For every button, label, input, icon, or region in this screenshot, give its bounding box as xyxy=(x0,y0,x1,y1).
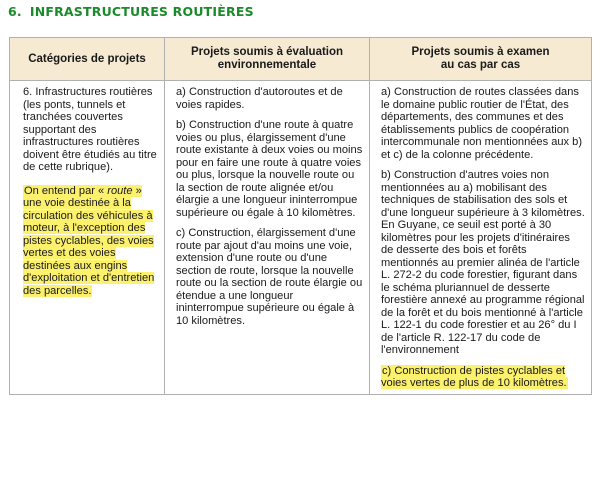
header-case-by-case: Projets soumis à examen au cas par cas xyxy=(370,38,592,81)
table-row xyxy=(10,81,592,395)
header-evaluation: Projets soumis à évaluation environnementale xyxy=(165,38,370,81)
route-definition: On entend par « route » une voie destinée à la circulation des véhicules à moteur, à l'exception des pistes cyclables, des voies vertes et des voies destinées aux engins d'exploitation et d'entretien des parcelles. xyxy=(23,184,155,297)
section-number: 6. xyxy=(8,4,22,19)
header-categories: Catégories de projets xyxy=(10,38,165,81)
case-item-c: c) Construction de pistes cyclables et voies vertes de plus de 10 kilomètres. xyxy=(381,364,567,389)
cell-evaluation xyxy=(165,81,370,395)
category-title: 6. Infrastructures routières xyxy=(23,86,153,98)
case-item-a: a) Construction de routes classées dans le domaine public routier de l'État, des départements, des communes et des établissements publics de coopération intercommunale non mentionnées aux b) et c) de la colonne précédente. xyxy=(381,86,583,161)
cell-case-by-case xyxy=(370,81,592,395)
case-item-b: b) Construction d'autres voies non mentionnées au a) mobilisant des techniques de stabilisation des sols et d'une longueur supérieure à 3 kilomètres. En Guyane, ce seuil est porté à 30 kilomètres pour les projets d'itinéraires de desserte des bois et forêts mentionnés au premier alinéa de l'article L. 272-2 du code forestier, figurant dans le schéma pluriannuel de desserte forestière annexé au programme régional de la forêt et du bois mentionné à l'article L. 122-1 du code forestier et au 26° du I de l'article R. 122-17 du code de l'environnement xyxy=(381,169,585,356)
evaluation-item-c: c) Construction, élargissement d'une route par ajout d'au moins une voie, extension d'une route ou d'une section de route, lorsque la nouvelle route ou la section de route élargie ou étendue a une longueur ininterrompue supérieure ou égale à 10 kilomètres. xyxy=(176,227,363,327)
table-header-row xyxy=(10,38,592,81)
projects-table xyxy=(9,37,592,395)
cell-categories xyxy=(10,81,165,395)
section-title-text: INFRASTRUCTURES ROUTIÈRES xyxy=(29,4,254,19)
evaluation-item-a: a) Construction d'autoroutes et de voies rapides. xyxy=(176,86,343,111)
evaluation-item-b: b) Construction d'une route à quatre voies ou plus, élargissement d'une route existante à deux voies ou moins pour en faire une route à quatre voies ou plus, lorsque la nouvelle route ou la section de route alignée et/ou élargie a une longueur ininterrompue supérieure ou égale à 10 kilomètres. xyxy=(176,119,363,219)
section-title xyxy=(8,4,254,19)
category-note: (les ponts, tunnels et tranchées couvertes supportant des infrastructures routières doivent être étudiés au titre de cette rubrique). xyxy=(23,98,157,173)
